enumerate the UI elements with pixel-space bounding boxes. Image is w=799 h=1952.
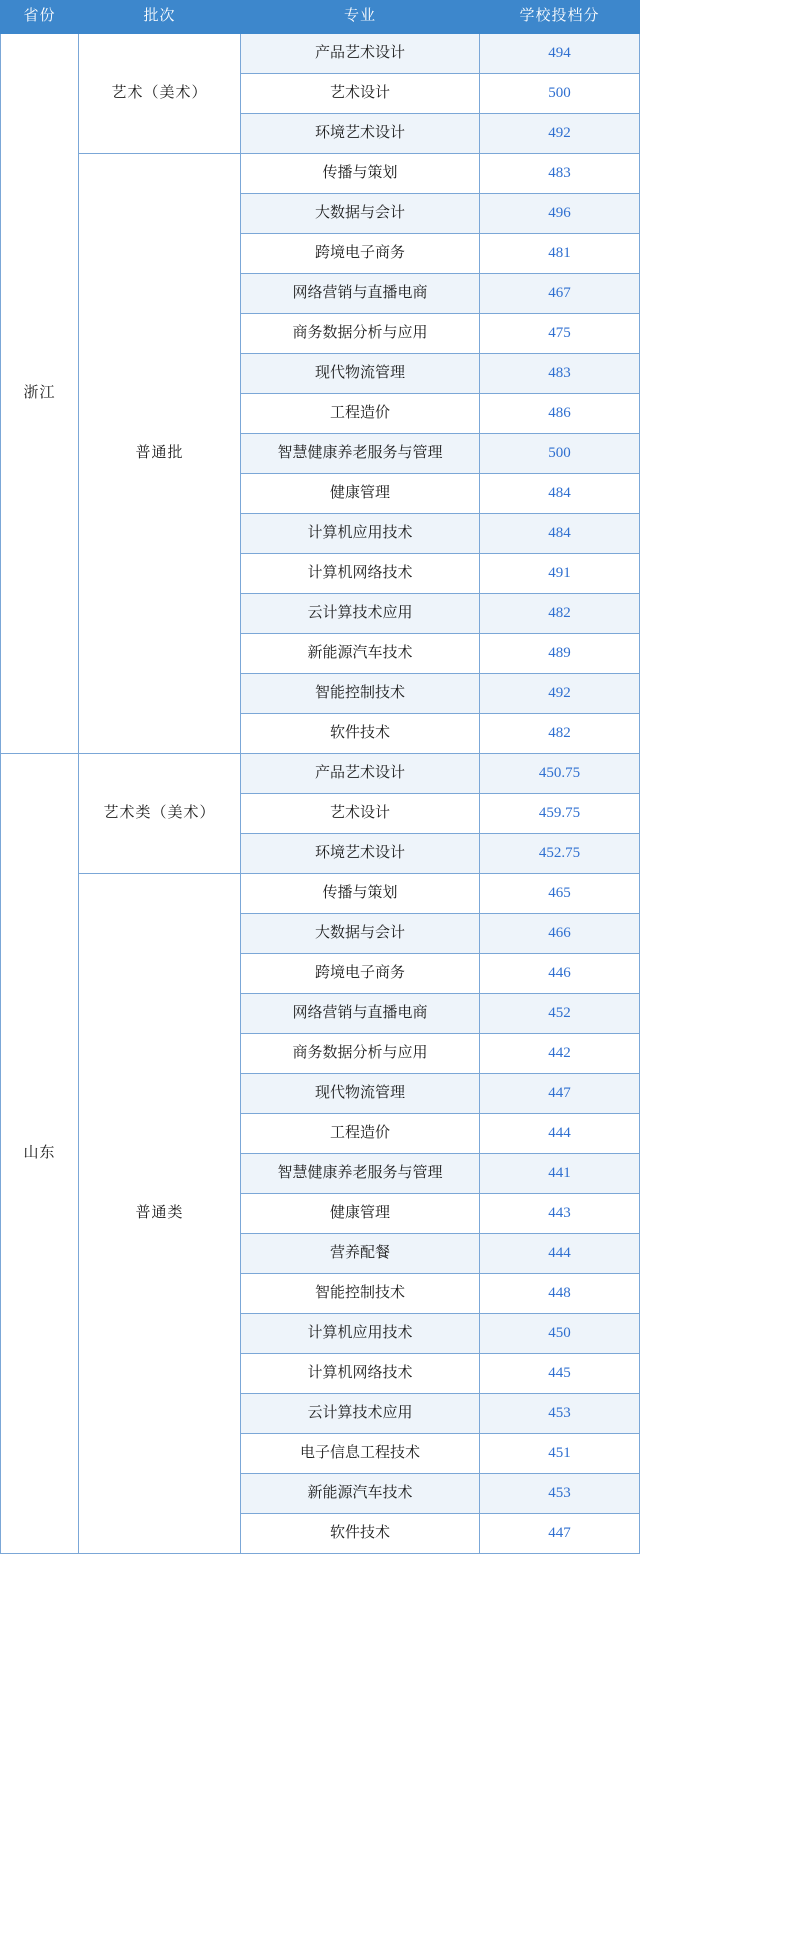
cell-score: 450.75 — [480, 754, 640, 794]
cell-major: 计算机网络技术 — [241, 1354, 480, 1394]
cell-score: 443 — [480, 1194, 640, 1234]
cell-score: 447 — [480, 1514, 640, 1554]
cell-score: 467 — [480, 274, 640, 314]
cell-score: 445 — [480, 1354, 640, 1394]
cell-score: 489 — [480, 634, 640, 674]
cell-major: 新能源汽车技术 — [241, 634, 480, 674]
cell-major: 大数据与会计 — [241, 914, 480, 954]
cell-major: 产品艺术设计 — [241, 754, 480, 794]
cell-score: 500 — [480, 434, 640, 474]
table-header-row — [1, 1, 640, 34]
cell-score: 482 — [480, 714, 640, 754]
cell-score: 492 — [480, 674, 640, 714]
cell-major: 跨境电子商务 — [241, 954, 480, 994]
cell-major: 云计算技术应用 — [241, 594, 480, 634]
table-row — [1, 754, 640, 794]
cell-score: 484 — [480, 514, 640, 554]
cell-major: 智慧健康养老服务与管理 — [241, 1154, 480, 1194]
table-row — [1, 34, 640, 74]
cell-batch: 普通类 — [79, 874, 241, 1554]
cell-score: 452.75 — [480, 834, 640, 874]
column-header-province: 省份 — [1, 1, 79, 34]
cell-score: 453 — [480, 1394, 640, 1434]
column-header-score: 学校投档分 — [480, 1, 640, 34]
cell-major: 软件技术 — [241, 714, 480, 754]
cell-score: 442 — [480, 1034, 640, 1074]
cell-score: 500 — [480, 74, 640, 114]
cell-score: 447 — [480, 1074, 640, 1114]
cell-major: 健康管理 — [241, 474, 480, 514]
cell-major: 网络营销与直播电商 — [241, 994, 480, 1034]
cell-major: 营养配餐 — [241, 1234, 480, 1274]
cell-score: 482 — [480, 594, 640, 634]
cell-score: 444 — [480, 1114, 640, 1154]
table-header — [1, 1, 640, 34]
cell-score: 459.75 — [480, 794, 640, 834]
cell-major: 艺术设计 — [241, 794, 480, 834]
cell-province: 浙江 — [1, 34, 79, 754]
cell-batch: 普通批 — [79, 154, 241, 754]
cell-major: 网络营销与直播电商 — [241, 274, 480, 314]
cell-score: 448 — [480, 1274, 640, 1314]
column-header-batch: 批次 — [79, 1, 241, 34]
cell-major: 工程造价 — [241, 394, 480, 434]
cell-major: 云计算技术应用 — [241, 1394, 480, 1434]
cell-score: 466 — [480, 914, 640, 954]
cell-major: 新能源汽车技术 — [241, 1474, 480, 1514]
cell-score: 453 — [480, 1474, 640, 1514]
cell-major: 智慧健康养老服务与管理 — [241, 434, 480, 474]
cell-score: 465 — [480, 874, 640, 914]
cell-score: 483 — [480, 154, 640, 194]
cell-score: 446 — [480, 954, 640, 994]
cell-score: 441 — [480, 1154, 640, 1194]
cell-major: 软件技术 — [241, 1514, 480, 1554]
cell-major: 计算机应用技术 — [241, 514, 480, 554]
cell-score: 475 — [480, 314, 640, 354]
cell-major: 环境艺术设计 — [241, 114, 480, 154]
cell-score: 484 — [480, 474, 640, 514]
cell-major: 现代物流管理 — [241, 354, 480, 394]
cell-major: 产品艺术设计 — [241, 34, 480, 74]
cell-score: 491 — [480, 554, 640, 594]
table-row — [1, 154, 640, 194]
cell-major: 健康管理 — [241, 1194, 480, 1234]
cell-major: 传播与策划 — [241, 874, 480, 914]
cell-batch: 艺术（美术） — [79, 34, 241, 154]
cell-major: 智能控制技术 — [241, 1274, 480, 1314]
cell-major: 智能控制技术 — [241, 674, 480, 714]
cell-score: 483 — [480, 354, 640, 394]
cell-major: 传播与策划 — [241, 154, 480, 194]
cell-score: 492 — [480, 114, 640, 154]
cell-major: 艺术设计 — [241, 74, 480, 114]
cell-score: 486 — [480, 394, 640, 434]
cell-major: 电子信息工程技术 — [241, 1434, 480, 1474]
cell-score: 496 — [480, 194, 640, 234]
cell-province: 山东 — [1, 754, 79, 1554]
cell-score: 481 — [480, 234, 640, 274]
cell-major: 工程造价 — [241, 1114, 480, 1154]
table-body — [1, 34, 640, 1554]
cell-major: 现代物流管理 — [241, 1074, 480, 1114]
cell-score: 452 — [480, 994, 640, 1034]
cell-score: 450 — [480, 1314, 640, 1354]
cell-major: 大数据与会计 — [241, 194, 480, 234]
cell-major: 环境艺术设计 — [241, 834, 480, 874]
cell-score: 451 — [480, 1434, 640, 1474]
cell-score: 494 — [480, 34, 640, 74]
column-header-major: 专业 — [241, 1, 480, 34]
cell-major: 商务数据分析与应用 — [241, 314, 480, 354]
cell-major: 计算机应用技术 — [241, 1314, 480, 1354]
cell-major: 商务数据分析与应用 — [241, 1034, 480, 1074]
cell-batch: 艺术类（美术） — [79, 754, 241, 874]
cell-major: 计算机网络技术 — [241, 554, 480, 594]
cell-score: 444 — [480, 1234, 640, 1274]
table-row — [1, 874, 640, 914]
cell-major: 跨境电子商务 — [241, 234, 480, 274]
